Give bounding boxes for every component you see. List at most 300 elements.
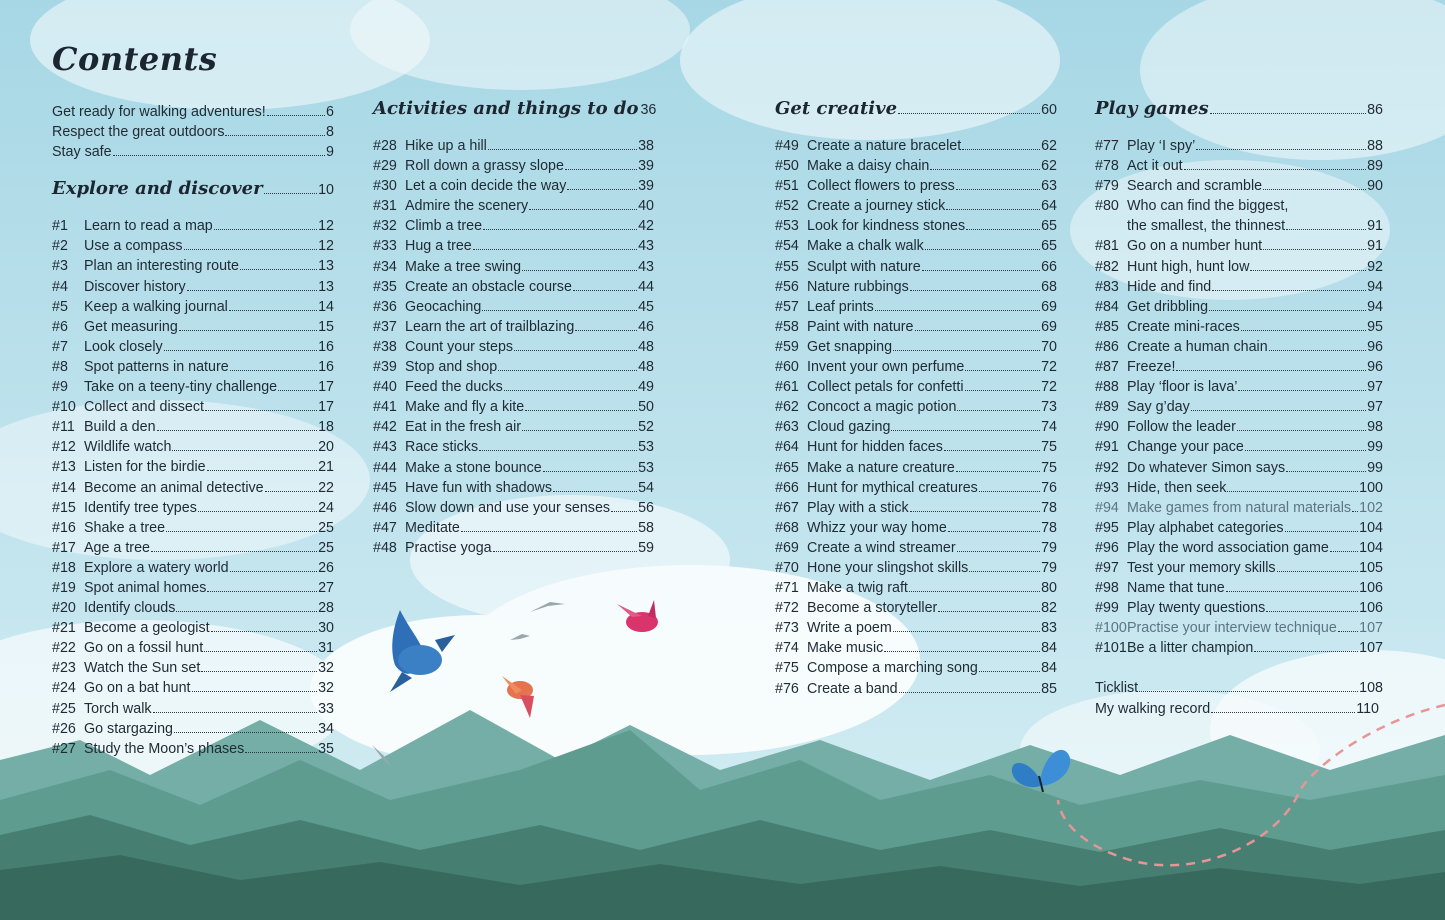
contents-entry[interactable] (52, 518, 334, 538)
contents-entry[interactable] (775, 317, 1057, 337)
entry-number: #26 (52, 720, 76, 737)
entry-title: Make a nature creature (807, 459, 955, 476)
contents-entry[interactable] (1095, 598, 1383, 618)
entry-title: Torch walk (84, 700, 152, 717)
contents-entry[interactable] (775, 216, 1057, 236)
entry-title: Test your memory skills (1127, 559, 1276, 576)
entry-number: #83 (1095, 278, 1119, 295)
intro-entry[interactable]: Stay safe 9 (52, 144, 334, 161)
entry-page: 62 (1041, 158, 1057, 175)
entry-number: #1 (52, 218, 68, 235)
entry-number: #36 (373, 298, 397, 315)
entry-title: Wildlife watch (84, 439, 172, 456)
contents-entry[interactable] (1095, 257, 1383, 277)
entry-page: 26 (318, 559, 334, 576)
contents-entry[interactable] (52, 397, 334, 417)
entry-number: #64 (775, 439, 799, 456)
entry-title: Hug a tree (405, 238, 472, 255)
contents-entry[interactable] (52, 538, 334, 558)
entry-page: 13 (318, 278, 334, 295)
entry-page: 39 (638, 158, 654, 175)
entry-page: 65 (1041, 238, 1057, 255)
entry-page: 48 (638, 359, 654, 376)
entry-page: 18 (318, 419, 334, 436)
entry-number: #51 (775, 178, 799, 195)
contents-entry[interactable] (1095, 638, 1383, 658)
entry-title: Play ‘floor is lava’ (1127, 379, 1238, 396)
entry-page: 89 (1367, 158, 1383, 175)
entry-number: #41 (373, 399, 397, 416)
contents-entry[interactable] (373, 176, 654, 196)
entry-number: #21 (52, 620, 76, 637)
contents-entry[interactable] (52, 739, 334, 759)
entry-title: Go on a fossil hunt (84, 640, 204, 657)
entry-page: 17 (318, 399, 334, 416)
entry-page: 25 (318, 539, 334, 556)
entry-page: 104 (1359, 519, 1383, 536)
entry-number: #59 (775, 338, 799, 355)
entry-title: Create a journey stick (807, 198, 946, 215)
entry-title: Create an obstacle course (405, 278, 572, 295)
contents-entry[interactable] (1095, 357, 1383, 377)
endmatter-entry[interactable]: My walking record 110 (1095, 700, 1379, 717)
entry-page: 33 (318, 700, 334, 717)
entry-number: #43 (373, 439, 397, 456)
entry-number: #55 (775, 258, 799, 275)
contents-entry[interactable] (52, 699, 334, 719)
contents-entry[interactable] (1095, 337, 1383, 357)
contents-entry[interactable] (1095, 558, 1383, 578)
entry-title: Change your pace (1127, 439, 1244, 456)
contents-entry[interactable] (373, 317, 654, 337)
entry-title: Eat in the fresh air (405, 419, 522, 436)
entry-title: Who can find the biggest, (1127, 198, 1289, 215)
contents-entry[interactable] (1095, 277, 1383, 297)
contents-entry[interactable] (775, 478, 1057, 498)
section-heading-games[interactable]: Play games 86 (1095, 98, 1383, 119)
contents-entry[interactable] (373, 277, 654, 297)
entry-page: 62 (1041, 138, 1057, 154)
entry-title: Hide and find (1127, 278, 1212, 295)
contents-entry[interactable] (775, 538, 1057, 558)
entry-title: Study the Moon’s phases (84, 740, 245, 757)
contents-entry[interactable] (775, 277, 1057, 297)
entry-title: Be a litter champion (1127, 640, 1254, 657)
contents-entry[interactable] (52, 417, 334, 437)
entry-title: Compose a marching song (807, 660, 978, 677)
entry-page: 48 (638, 338, 654, 355)
contents-entry[interactable] (52, 678, 334, 698)
contents-entry[interactable] (373, 236, 654, 256)
entry-number: #100 (1095, 620, 1127, 637)
contents-entry[interactable] (373, 458, 654, 478)
contents-entry[interactable] (775, 638, 1057, 658)
contents-entry[interactable] (373, 538, 654, 558)
entry-page: 16 (318, 338, 334, 355)
contents-entry[interactable] (52, 638, 334, 658)
entry-title: Create mini-races (1127, 318, 1240, 335)
entry-number: #77 (1095, 138, 1119, 154)
entry-page: 99 (1367, 439, 1383, 456)
contents-entry[interactable] (52, 377, 334, 397)
contents-entry[interactable] (373, 437, 654, 457)
entry-page: 106 (1359, 600, 1383, 617)
entry-number: #56 (775, 278, 799, 295)
entry-number: #90 (1095, 419, 1119, 436)
entry-title: Go on a number hunt (1127, 238, 1263, 255)
entry-number: #2 (52, 238, 68, 255)
entry-title: Learn the art of trailblazing (405, 318, 575, 335)
entry-page: 98 (1367, 419, 1383, 436)
entry-title: Make music (807, 640, 884, 657)
contents-entry[interactable] (373, 518, 654, 538)
contents-entry[interactable] (775, 397, 1057, 417)
contents-entry[interactable] (775, 658, 1057, 678)
section-heading-explore[interactable]: Explore and discover 10 (52, 178, 334, 200)
entry-page: 56 (638, 499, 654, 516)
entry-title: Play with a stick (807, 499, 909, 516)
entry-title: Age a tree (84, 539, 150, 556)
entry-number: #45 (373, 479, 397, 496)
entry-number: #88 (1095, 379, 1119, 396)
contents-entry[interactable] (775, 498, 1057, 518)
entry-number: #12 (52, 439, 76, 456)
entry-number: #5 (52, 298, 68, 315)
contents-entry[interactable] (775, 598, 1057, 618)
entry-number: #80 (1095, 198, 1119, 215)
entry-number: #4 (52, 278, 68, 295)
contents-entry[interactable] (373, 397, 654, 417)
entry-number: #85 (1095, 318, 1119, 335)
contents-column-1 (52, 102, 334, 759)
contents-entry[interactable] (52, 357, 334, 377)
entry-title: Get dribbling (1127, 298, 1209, 315)
entry-page: 34 (318, 720, 334, 737)
entry-page: 70 (1041, 338, 1057, 355)
intro-entry[interactable]: Get ready for walking adventures! 6 (52, 104, 334, 120)
contents-entry[interactable] (775, 176, 1057, 196)
entry-page: 79 (1041, 559, 1057, 576)
entry-title: Look for kindness stones (807, 218, 966, 235)
contents-entry[interactable] (775, 578, 1057, 598)
entry-number: #30 (373, 178, 397, 195)
entry-title: Go stargazing (84, 720, 174, 737)
contents-entry[interactable] (373, 478, 654, 498)
entry-number: #62 (775, 399, 799, 416)
entry-title: Play twenty questions (1127, 600, 1266, 617)
entry-page: 49 (638, 379, 654, 396)
entry-title: Watch the Sun set (84, 660, 201, 677)
entry-number: #72 (775, 600, 799, 617)
contents-entry[interactable] (1095, 236, 1383, 256)
contents-entry[interactable] (1095, 437, 1383, 457)
entry-number: #95 (1095, 519, 1119, 536)
entry-number: #10 (52, 399, 76, 416)
page-title: Contents (52, 40, 218, 78)
entry-number: #16 (52, 519, 76, 536)
entry-page: 39 (638, 178, 654, 195)
entry-page: 44 (638, 278, 654, 295)
entry-number: #61 (775, 379, 799, 396)
entry-title: Take on a teeny-tiny challenge (84, 379, 278, 396)
entry-title: Play alphabet categories (1127, 519, 1284, 536)
entry-page: 90 (1367, 178, 1383, 195)
contents-entry[interactable] (775, 558, 1057, 578)
contents-entry[interactable] (52, 437, 334, 457)
entry-number: #91 (1095, 439, 1119, 456)
contents-entry[interactable] (1095, 377, 1383, 397)
entry-title: Hike up a hill (405, 138, 487, 154)
contents-entry[interactable] (1095, 498, 1383, 518)
section-list (373, 136, 654, 558)
contents-entry[interactable] (52, 478, 334, 498)
contents-column-2 (373, 98, 657, 558)
entry-title: Hunt for hidden faces (807, 439, 943, 456)
contents-entry[interactable] (775, 236, 1057, 256)
entry-page: 91 (1367, 238, 1383, 255)
contents-entry[interactable] (1095, 417, 1383, 437)
entry-number: #82 (1095, 258, 1119, 275)
entry-number: #9 (52, 379, 68, 396)
entry-number: #101 (1095, 640, 1127, 657)
entry-title: Let a coin decide the way (405, 178, 567, 195)
entry-number: #76 (775, 680, 799, 697)
entry-title: Roll down a grassy slope (405, 158, 564, 175)
entry-page: 100 (1359, 479, 1383, 496)
contents-entry[interactable] (52, 498, 334, 518)
contents-entry[interactable] (775, 377, 1057, 397)
entry-number: #73 (775, 620, 799, 637)
entry-number: #89 (1095, 399, 1119, 416)
contents-entry[interactable] (1095, 618, 1383, 638)
contents-entry[interactable] (775, 618, 1057, 638)
entry-title: Go on a bat hunt (84, 680, 191, 697)
contents-entry[interactable] (1095, 136, 1383, 156)
entry-title: Make a twig raft (807, 580, 908, 597)
contents-entry[interactable] (1095, 458, 1383, 478)
entry-title: Use a compass (84, 238, 183, 255)
entry-number: #79 (1095, 178, 1119, 195)
entry-title: Invent your own perfume (807, 359, 965, 376)
entry-number: #20 (52, 600, 76, 617)
entry-number: #35 (373, 278, 397, 295)
entry-title: Create a human chain (1127, 338, 1268, 355)
contents-entry[interactable] (1095, 317, 1383, 337)
contents-entry[interactable] (373, 216, 654, 236)
intro-entry[interactable]: Respect the great outdoors 8 (52, 124, 334, 141)
contents-entry[interactable] (52, 317, 334, 337)
entry-number: #70 (775, 559, 799, 576)
contents-entry[interactable] (1095, 176, 1383, 196)
entry-number: #50 (775, 158, 799, 175)
contents-entry[interactable] (52, 658, 334, 678)
entry-number: #47 (373, 519, 397, 536)
entry-page: 45 (638, 298, 654, 315)
contents-entry[interactable] (373, 357, 654, 377)
entry-title: Get measuring (84, 318, 178, 335)
contents-entry[interactable] (373, 156, 654, 176)
entry-title: Leaf prints (807, 298, 874, 315)
contents-entry[interactable] (52, 256, 334, 276)
entry-page: 75 (1041, 439, 1057, 456)
entry-number: #98 (1095, 580, 1119, 597)
contents-entry[interactable] (775, 458, 1057, 478)
contents-entry[interactable] (1095, 397, 1383, 417)
contents-entry[interactable] (1095, 518, 1383, 538)
entry-number: #23 (52, 660, 76, 677)
entry-page: 85 (1041, 680, 1057, 697)
entry-number: #71 (775, 580, 799, 597)
contents-entry[interactable] (52, 277, 334, 297)
entry-title: Create a wind streamer (807, 539, 956, 556)
entry-title: Create a band (807, 680, 898, 697)
entry-title: Practise yoga (405, 539, 492, 556)
entry-title: Hunt for mythical creatures (807, 479, 978, 496)
contents-entry[interactable] (775, 337, 1057, 357)
entry-number: #99 (1095, 600, 1119, 617)
contents-entry[interactable] (775, 357, 1057, 377)
contents-entry[interactable] (775, 136, 1057, 156)
contents-entry[interactable] (1095, 156, 1383, 176)
endmatter-entry[interactable]: Ticklist 108 (1095, 680, 1383, 697)
entry-number: #39 (373, 359, 397, 376)
entry-title: Become a geologist (84, 620, 210, 637)
entry-number: #97 (1095, 559, 1119, 576)
entry-title: Nature rubbings (807, 278, 909, 295)
contents-entry[interactable] (373, 136, 654, 156)
contents-entry[interactable] (52, 297, 334, 317)
section-heading-creative[interactable]: Get creative 60 (775, 98, 1057, 119)
entry-page: 94 (1367, 278, 1383, 295)
entry-number: #7 (52, 338, 68, 355)
contents-entry[interactable] (52, 578, 334, 598)
contents-entry[interactable] (775, 437, 1057, 457)
entry-number: #94 (1095, 499, 1119, 516)
entry-page: 74 (1041, 419, 1057, 436)
contents-entry[interactable] (52, 598, 334, 618)
entry-number: #75 (775, 660, 799, 677)
contents-entry[interactable] (52, 216, 334, 236)
entry-page: 53 (638, 439, 654, 456)
entry-number: #17 (52, 539, 76, 556)
entry-number: #27 (52, 740, 76, 757)
entry-page: 102 (1359, 499, 1383, 516)
entry-title: Spot animal homes (84, 579, 207, 596)
contents-entry[interactable] (373, 257, 654, 277)
contents-entry[interactable] (1095, 538, 1383, 558)
entry-number: #19 (52, 579, 76, 596)
section-list (775, 136, 1057, 699)
entry-page: 75 (1041, 459, 1057, 476)
entry-title: Discover history (84, 278, 186, 295)
entry-page: 14 (318, 298, 334, 315)
entry-page: 15 (318, 318, 334, 335)
entry-page: 12 (318, 218, 334, 235)
entry-number: #32 (373, 218, 397, 235)
entry-page: 107 (1359, 640, 1383, 657)
contents-entry[interactable] (373, 498, 654, 518)
entry-page: 72 (1041, 359, 1057, 376)
contents-entry[interactable] (775, 156, 1057, 176)
entry-page: 97 (1367, 399, 1383, 416)
contents-entry[interactable] (373, 196, 654, 216)
entry-page: 73 (1041, 399, 1057, 416)
entry-page: 21 (318, 459, 334, 476)
entry-title: Concoct a magic potion (807, 399, 957, 416)
contents-entry[interactable] (775, 679, 1057, 699)
contents-entry[interactable] (373, 377, 654, 397)
entry-title: Make a tree swing (405, 258, 522, 275)
entry-number: #63 (775, 419, 799, 436)
contents-entry[interactable] (373, 337, 654, 357)
entry-number: #81 (1095, 238, 1119, 255)
entry-number: #60 (775, 359, 799, 376)
contents-entry[interactable] (373, 417, 654, 437)
entry-number: #93 (1095, 479, 1119, 496)
entry-page: 68 (1041, 278, 1057, 295)
contents-entry[interactable] (775, 257, 1057, 277)
entry-title: Admire the scenery (405, 198, 529, 215)
entry-page: 52 (638, 419, 654, 436)
entry-title: Slow down and use your senses (405, 499, 611, 516)
entry-page: 32 (318, 680, 334, 697)
entry-page: 106 (1359, 580, 1383, 597)
entry-title: Make games from natural materials (1127, 499, 1352, 516)
entry-title: Make a stone bounce (405, 459, 542, 476)
entry-page: 78 (1041, 519, 1057, 536)
entry-page: 65 (1041, 218, 1057, 235)
entry-page: 25 (318, 519, 334, 536)
entry-page: 88 (1367, 138, 1383, 154)
entry-title: Freeze! (1127, 359, 1176, 376)
contents-entry[interactable] (775, 196, 1057, 216)
entry-number: #3 (52, 258, 68, 275)
entry-title: Listen for the birdie (84, 459, 206, 476)
contents-entry[interactable] (1095, 196, 1383, 216)
entry-number: #15 (52, 499, 76, 516)
entry-title: Make and fly a kite (405, 399, 525, 416)
contents-entry[interactable] (1095, 578, 1383, 598)
entry-number: #96 (1095, 539, 1119, 556)
contents-entry[interactable] (52, 618, 334, 638)
section-heading-activities[interactable]: Activities and things to do 36 (373, 98, 657, 119)
entry-number: #53 (775, 218, 799, 235)
contents-entry[interactable] (52, 457, 334, 477)
entry-number: #18 (52, 559, 76, 576)
contents-entry[interactable] (52, 719, 334, 739)
entry-title: Cloud gazing (807, 419, 891, 436)
contents-entry[interactable] (775, 297, 1057, 317)
contents-entry[interactable] (52, 236, 334, 256)
contents-entry[interactable] (1095, 297, 1383, 317)
contents-entry[interactable] (775, 518, 1057, 538)
entry-page: 91 (1367, 218, 1383, 235)
contents-entry[interactable] (1095, 478, 1383, 498)
entry-page: 42 (638, 218, 654, 235)
contents-entry-continued[interactable] (1095, 216, 1383, 236)
contents-entry[interactable] (373, 297, 654, 317)
entry-page: 66 (1041, 258, 1057, 275)
entry-title: Act it out (1127, 158, 1183, 175)
entry-page: 50 (638, 399, 654, 416)
entry-page: 107 (1359, 620, 1383, 637)
entry-number: #37 (373, 318, 397, 335)
contents-entry[interactable] (52, 337, 334, 357)
entry-number: #67 (775, 499, 799, 516)
contents-entry[interactable] (775, 417, 1057, 437)
entry-page: 95 (1367, 318, 1383, 335)
contents-entry[interactable] (52, 558, 334, 578)
